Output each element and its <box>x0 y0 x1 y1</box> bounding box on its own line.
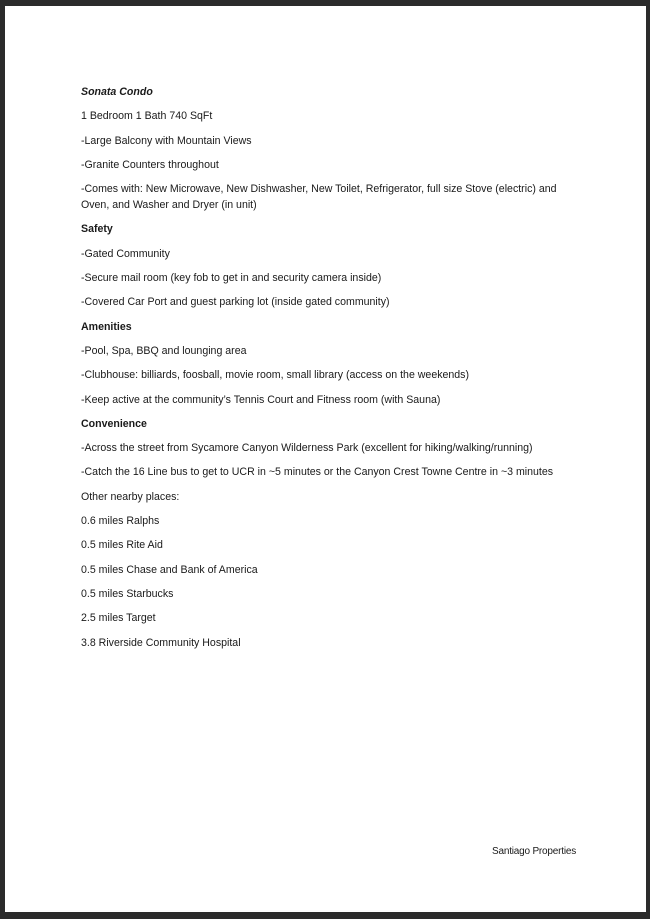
amenities-item: -Keep active at the community’s Tennis Court and Fitness room (with Sauna) <box>81 393 441 406</box>
unit-summary: 1 Bedroom 1 Bath 740 SqFt <box>81 110 213 123</box>
nearby-item: 0.5 miles Chase and Bank of America <box>81 563 258 576</box>
document-content <box>81 84 581 659</box>
nearby-item: 2.5 miles Target <box>81 612 156 625</box>
safety-item: -Gated Community <box>81 247 170 260</box>
nearby-item: 0.5 miles Rite Aid <box>81 539 163 552</box>
amenities-heading: Amenities <box>81 320 132 333</box>
safety-item: -Covered Car Port and guest parking lot (inside gated community) <box>81 296 390 309</box>
nearby-item: 3.8 Riverside Community Hospital <box>81 636 241 649</box>
nearby-item: 0.6 miles Ralphs <box>81 515 160 528</box>
safety-item: -Secure mail room (key fob to get in and security camera inside) <box>81 272 382 285</box>
amenities-item: -Clubhouse: billiards, foosball, movie room, small library (access on the weekends) <box>81 369 470 382</box>
nearby-heading: Other nearby places: <box>81 490 180 503</box>
document-page <box>5 6 646 912</box>
amenities-item: -Pool, Spa, BBQ and lounging area <box>81 344 247 357</box>
convenience-item: -Catch the 16 Line bus to get to UCR in ~5 minutes or the Canyon Crest Towne Centre in ~3 minutes <box>81 466 554 479</box>
convenience-heading: Convenience <box>81 417 147 430</box>
nearby-item: 0.5 miles Starbucks <box>81 587 174 600</box>
safety-heading: Safety <box>81 223 113 236</box>
feature-balcony: -Large Balcony with Mountain Views <box>81 134 252 147</box>
feature-counters: -Granite Counters throughout <box>81 158 219 171</box>
page-footer: Santiago Properties <box>492 846 577 857</box>
convenience-item: -Across the street from Sycamore Canyon Wilderness Park (excellent for hiking/walking/running) <box>81 442 533 455</box>
feature-appliances: -Comes with: New Microwave, New Dishwasher, New Toilet, Refrigerator, full size Stove (electric) and Oven, and Washer and Dryer (in unit) <box>81 183 557 212</box>
document-title: Sonata Condo <box>81 86 153 98</box>
